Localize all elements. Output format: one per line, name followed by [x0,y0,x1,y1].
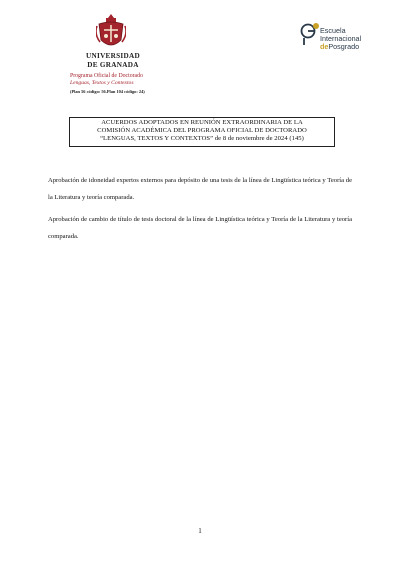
program-subtitle: Lenguas, Textos y Contextos [70,80,134,86]
heading-line2: COMISIÓN ACADÉMICA DEL PROGRAMA OFICIAL DE DOCTORADO [97,127,307,134]
school-name-line2: Internacional [320,34,362,43]
university-crest-icon [96,12,126,50]
agreement-paragraph: Aprobación de idoneidad expertos externos para depósito de una tesis de la línea de Lingüística teórica y Teoría de la Literatura y teoría comparada. [48,177,352,201]
university-name-line2: DE GRANADA [87,60,139,69]
heading-line3: “LENGUAS, TEXTOS Y CONTEXTOS” de 8 de noviembre de 2024 (145) [100,135,304,142]
school-name-line3 [320,43,382,51]
program-code: (Plan 56 código: 56.Plan 104 código: 24) [70,89,145,94]
school-name-posgrado: Posgrado [328,42,360,51]
school-logo [300,22,380,58]
school-name [320,27,382,51]
university-name [68,52,158,69]
school-name-line1: Escuela [320,26,346,35]
page-number: 1 [198,527,202,535]
school-mark-icon [300,22,322,46]
agreements-heading [69,117,335,147]
agreement-paragraph: Aprobación de cambio de título de tesis doctoral de la línea de Lingüística teórica y Teoría de la Literatura y teoría comparada. [48,216,352,240]
university-name-line1: UNIVERSIDAD [85,52,141,60]
heading-line1: ACUERDOS ADOPTADOS EN REUNIÓN EXTRAORDINARIA DE LA [101,119,303,126]
program-title: Programa Oficial de Doctorado [70,73,143,79]
school-name-amp: de [320,42,329,51]
